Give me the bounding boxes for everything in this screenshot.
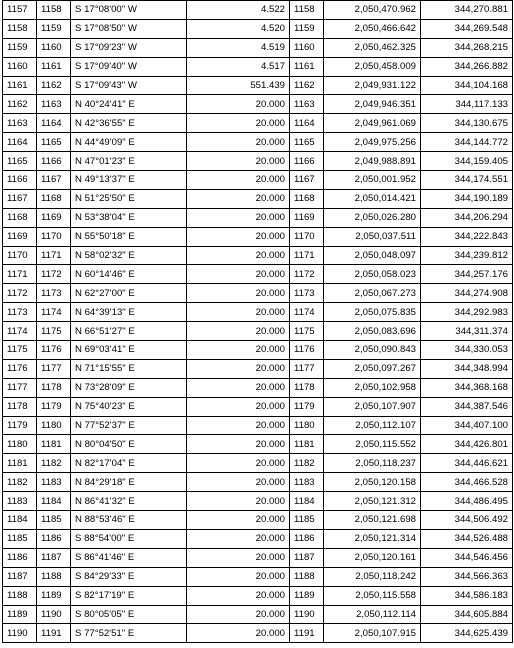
to-station-cell: 1175 [37, 322, 71, 341]
easting-cell: 344,130.675 [421, 114, 513, 133]
point-number-cell: 1173 [290, 284, 324, 303]
from-station-cell: 1176 [3, 359, 37, 378]
to-station-cell: 1187 [37, 548, 71, 567]
table-row [3, 454, 513, 473]
to-station-cell: 1159 [37, 19, 71, 38]
table-row [3, 227, 513, 246]
point-number-cell: 1190 [290, 605, 324, 624]
distance-cell: 20.000 [187, 435, 290, 454]
northing-cell: 2,050,462.325 [324, 38, 421, 57]
table-row [3, 19, 513, 38]
distance-cell: 551.439 [187, 76, 290, 95]
northing-cell: 2,050,470.962 [324, 1, 421, 20]
easting-cell: 344,206.294 [421, 208, 513, 227]
bearing-cell: N 60°14'46" E [71, 265, 187, 284]
distance-cell: 20.000 [187, 529, 290, 548]
easting-cell: 344,239.812 [421, 246, 513, 265]
to-station-cell: 1176 [37, 341, 71, 360]
bearing-cell: S 88°54'00" E [71, 529, 187, 548]
northing-cell: 2,050,067.273 [324, 284, 421, 303]
easting-cell: 344,190.189 [421, 189, 513, 208]
from-station-cell: 1180 [3, 435, 37, 454]
distance-cell: 20.000 [187, 492, 290, 511]
table-row [3, 378, 513, 397]
point-number-cell: 1179 [290, 397, 324, 416]
bearing-cell: N 58°02'32" E [71, 246, 187, 265]
to-station-cell: 1173 [37, 284, 71, 303]
to-station-cell: 1184 [37, 492, 71, 511]
from-station-cell: 1162 [3, 95, 37, 114]
from-station-cell: 1168 [3, 208, 37, 227]
northing-cell: 2,050,058.023 [324, 265, 421, 284]
easting-cell: 344,330.053 [421, 341, 513, 360]
from-station-cell: 1170 [3, 246, 37, 265]
table-row [3, 322, 513, 341]
table-row [3, 397, 513, 416]
from-station-cell: 1182 [3, 473, 37, 492]
to-station-cell: 1167 [37, 171, 71, 190]
easting-cell: 344,586.183 [421, 586, 513, 605]
to-station-cell: 1160 [37, 38, 71, 57]
point-number-cell: 1171 [290, 246, 324, 265]
easting-cell: 344,446.621 [421, 454, 513, 473]
distance-cell: 20.000 [187, 227, 290, 246]
easting-cell: 344,104.168 [421, 76, 513, 95]
from-station-cell: 1172 [3, 284, 37, 303]
easting-cell: 344,605.884 [421, 605, 513, 624]
point-number-cell: 1182 [290, 454, 324, 473]
point-number-cell: 1185 [290, 511, 324, 530]
bearing-cell: N 49°13'37" E [71, 171, 187, 190]
point-number-cell: 1174 [290, 303, 324, 322]
table-row [3, 284, 513, 303]
bearing-cell: S 17°09'43" W [71, 76, 187, 95]
point-number-cell: 1176 [290, 341, 324, 360]
table-row [3, 567, 513, 586]
easting-cell: 344,269.548 [421, 19, 513, 38]
to-station-cell: 1169 [37, 208, 71, 227]
northing-cell: 2,049,931.122 [324, 76, 421, 95]
easting-cell: 344,506.492 [421, 511, 513, 530]
point-number-cell: 1166 [290, 152, 324, 171]
distance-cell: 20.000 [187, 303, 290, 322]
distance-cell: 20.000 [187, 322, 290, 341]
distance-cell: 20.000 [187, 341, 290, 360]
from-station-cell: 1190 [3, 624, 37, 643]
bearing-cell: N 71°15'55" E [71, 359, 187, 378]
from-station-cell: 1181 [3, 454, 37, 473]
to-station-cell: 1179 [37, 397, 71, 416]
point-number-cell: 1162 [290, 76, 324, 95]
distance-cell: 20.000 [187, 548, 290, 567]
distance-cell: 20.000 [187, 265, 290, 284]
northing-cell: 2,050,107.907 [324, 397, 421, 416]
northing-cell: 2,050,090.843 [324, 341, 421, 360]
easting-cell: 344,348.994 [421, 359, 513, 378]
distance-cell: 20.000 [187, 152, 290, 171]
northing-cell: 2,050,107.915 [324, 624, 421, 643]
from-station-cell: 1186 [3, 548, 37, 567]
table-row [3, 359, 513, 378]
from-station-cell: 1161 [3, 76, 37, 95]
table-row [3, 303, 513, 322]
northing-cell: 2,050,115.552 [324, 435, 421, 454]
from-station-cell: 1187 [3, 567, 37, 586]
point-number-cell: 1163 [290, 95, 324, 114]
from-station-cell: 1159 [3, 38, 37, 57]
bearing-cell: N 82°17'04" E [71, 454, 187, 473]
easting-cell: 344,387.546 [421, 397, 513, 416]
bearing-cell: N 86°41'32" E [71, 492, 187, 511]
distance-cell: 20.000 [187, 189, 290, 208]
point-number-cell: 1167 [290, 171, 324, 190]
northing-cell: 2,049,946.351 [324, 95, 421, 114]
northing-cell: 2,050,083.696 [324, 322, 421, 341]
from-station-cell: 1184 [3, 511, 37, 530]
northing-cell: 2,050,466.642 [324, 19, 421, 38]
from-station-cell: 1179 [3, 416, 37, 435]
northing-cell: 2,050,121.312 [324, 492, 421, 511]
table-row [3, 57, 513, 76]
bearing-cell: N 40°24'41" E [71, 95, 187, 114]
to-station-cell: 1182 [37, 454, 71, 473]
bearing-cell: N 55°50'18" E [71, 227, 187, 246]
point-number-cell: 1191 [290, 624, 324, 643]
distance-cell: 20.000 [187, 586, 290, 605]
bearing-cell: S 17°09'40" W [71, 57, 187, 76]
point-number-cell: 1189 [290, 586, 324, 605]
point-number-cell: 1178 [290, 378, 324, 397]
point-number-cell: 1161 [290, 57, 324, 76]
distance-cell: 20.000 [187, 378, 290, 397]
point-number-cell: 1188 [290, 567, 324, 586]
table-row [3, 76, 513, 95]
bearing-cell: N 62°27'00" E [71, 284, 187, 303]
bearing-cell: S 86°41'46" E [71, 548, 187, 567]
northing-cell: 2,050,001.952 [324, 171, 421, 190]
point-number-cell: 1164 [290, 114, 324, 133]
to-station-cell: 1163 [37, 95, 71, 114]
from-station-cell: 1165 [3, 152, 37, 171]
easting-cell: 344,426.801 [421, 435, 513, 454]
easting-cell: 344,311.374 [421, 322, 513, 341]
from-station-cell: 1166 [3, 171, 37, 190]
bearing-cell: N 88°53'46" E [71, 511, 187, 530]
bearing-cell: N 69°03'41" E [71, 341, 187, 360]
northing-cell: 2,049,975.256 [324, 133, 421, 152]
distance-cell: 4.520 [187, 19, 290, 38]
northing-cell: 2,050,118.237 [324, 454, 421, 473]
point-number-cell: 1165 [290, 133, 324, 152]
from-station-cell: 1177 [3, 378, 37, 397]
from-station-cell: 1188 [3, 586, 37, 605]
from-station-cell: 1163 [3, 114, 37, 133]
table-row [3, 208, 513, 227]
table-row [3, 133, 513, 152]
from-station-cell: 1167 [3, 189, 37, 208]
table-row [3, 38, 513, 57]
easting-cell: 344,566.363 [421, 567, 513, 586]
distance-cell: 20.000 [187, 624, 290, 643]
table-row [3, 341, 513, 360]
distance-cell: 20.000 [187, 605, 290, 624]
from-station-cell: 1178 [3, 397, 37, 416]
to-station-cell: 1171 [37, 246, 71, 265]
easting-cell: 344,368.168 [421, 378, 513, 397]
distance-cell: 20.000 [187, 208, 290, 227]
bearing-cell: S 17°09'23" W [71, 38, 187, 57]
table-row [3, 114, 513, 133]
to-station-cell: 1178 [37, 378, 71, 397]
easting-cell: 344,268.215 [421, 38, 513, 57]
table-row [3, 511, 513, 530]
bearing-cell: S 17°08'50" W [71, 19, 187, 38]
point-number-cell: 1168 [290, 189, 324, 208]
northing-cell: 2,050,121.698 [324, 511, 421, 530]
bearing-cell: N 47°01'23" E [71, 152, 187, 171]
easting-cell: 344,159.405 [421, 152, 513, 171]
point-number-cell: 1177 [290, 359, 324, 378]
from-station-cell: 1183 [3, 492, 37, 511]
table-row [3, 246, 513, 265]
easting-cell: 344,486.495 [421, 492, 513, 511]
point-number-cell: 1186 [290, 529, 324, 548]
bearing-cell: N 44°49'09" E [71, 133, 187, 152]
bearing-cell: S 77°52'51" E [71, 624, 187, 643]
to-station-cell: 1158 [37, 1, 71, 20]
distance-cell: 20.000 [187, 397, 290, 416]
easting-cell: 344,174.551 [421, 171, 513, 190]
easting-cell: 344,222.843 [421, 227, 513, 246]
northing-cell: 2,050,112.107 [324, 416, 421, 435]
distance-cell: 20.000 [187, 454, 290, 473]
point-number-cell: 1172 [290, 265, 324, 284]
from-station-cell: 1175 [3, 341, 37, 360]
table-row [3, 473, 513, 492]
coordinate-table-body [3, 1, 513, 643]
northing-cell: 2,049,961.069 [324, 114, 421, 133]
bearing-cell: N 66°51'27" E [71, 322, 187, 341]
table-row [3, 492, 513, 511]
point-number-cell: 1170 [290, 227, 324, 246]
to-station-cell: 1168 [37, 189, 71, 208]
to-station-cell: 1161 [37, 57, 71, 76]
point-number-cell: 1160 [290, 38, 324, 57]
easting-cell: 344,466.528 [421, 473, 513, 492]
table-row [3, 529, 513, 548]
to-station-cell: 1172 [37, 265, 71, 284]
northing-cell: 2,050,458.009 [324, 57, 421, 76]
easting-cell: 344,257.176 [421, 265, 513, 284]
northing-cell: 2,050,075.835 [324, 303, 421, 322]
distance-cell: 20.000 [187, 95, 290, 114]
table-row [3, 605, 513, 624]
distance-cell: 20.000 [187, 567, 290, 586]
easting-cell: 344,407.100 [421, 416, 513, 435]
bearing-cell: S 80°05'05" E [71, 605, 187, 624]
bearing-cell: N 80°04'50" E [71, 435, 187, 454]
distance-cell: 4.517 [187, 57, 290, 76]
bearing-cell: N 53°38'04" E [71, 208, 187, 227]
to-station-cell: 1183 [37, 473, 71, 492]
to-station-cell: 1177 [37, 359, 71, 378]
from-station-cell: 1160 [3, 57, 37, 76]
distance-cell: 20.000 [187, 359, 290, 378]
northing-cell: 2,050,014.421 [324, 189, 421, 208]
to-station-cell: 1191 [37, 624, 71, 643]
table-row [3, 1, 513, 20]
easting-cell: 344,292.983 [421, 303, 513, 322]
northing-cell: 2,050,120.161 [324, 548, 421, 567]
table-row [3, 548, 513, 567]
easting-cell: 344,625.439 [421, 624, 513, 643]
coordinate-table [2, 0, 513, 643]
point-number-cell: 1187 [290, 548, 324, 567]
to-station-cell: 1181 [37, 435, 71, 454]
table-row [3, 95, 513, 114]
distance-cell: 20.000 [187, 171, 290, 190]
northing-cell: 2,050,097.267 [324, 359, 421, 378]
easting-cell: 344,266.882 [421, 57, 513, 76]
point-number-cell: 1180 [290, 416, 324, 435]
point-number-cell: 1181 [290, 435, 324, 454]
to-station-cell: 1165 [37, 133, 71, 152]
table-row [3, 586, 513, 605]
bearing-cell: N 84°29'18" E [71, 473, 187, 492]
point-number-cell: 1169 [290, 208, 324, 227]
to-station-cell: 1164 [37, 114, 71, 133]
to-station-cell: 1170 [37, 227, 71, 246]
bearing-cell: S 17°08'00" W [71, 1, 187, 20]
to-station-cell: 1174 [37, 303, 71, 322]
table-row [3, 435, 513, 454]
to-station-cell: 1186 [37, 529, 71, 548]
northing-cell: 2,050,121.314 [324, 529, 421, 548]
to-station-cell: 1166 [37, 152, 71, 171]
to-station-cell: 1185 [37, 511, 71, 530]
distance-cell: 20.000 [187, 511, 290, 530]
northing-cell: 2,050,037.511 [324, 227, 421, 246]
northing-cell: 2,050,118.242 [324, 567, 421, 586]
table-row [3, 416, 513, 435]
from-station-cell: 1171 [3, 265, 37, 284]
northing-cell: 2,050,112.114 [324, 605, 421, 624]
easting-cell: 344,270.881 [421, 1, 513, 20]
northing-cell: 2,050,026.280 [324, 208, 421, 227]
distance-cell: 4.519 [187, 38, 290, 57]
distance-cell: 20.000 [187, 284, 290, 303]
from-station-cell: 1174 [3, 322, 37, 341]
northing-cell: 2,050,102.958 [324, 378, 421, 397]
northing-cell: 2,049,988.891 [324, 152, 421, 171]
to-station-cell: 1189 [37, 586, 71, 605]
point-number-cell: 1184 [290, 492, 324, 511]
northing-cell: 2,050,048.097 [324, 246, 421, 265]
point-number-cell: 1159 [290, 19, 324, 38]
easting-cell: 344,117.133 [421, 95, 513, 114]
distance-cell: 4.522 [187, 1, 290, 20]
from-station-cell: 1157 [3, 1, 37, 20]
from-station-cell: 1158 [3, 19, 37, 38]
northing-cell: 2,050,115.558 [324, 586, 421, 605]
table-row [3, 265, 513, 284]
easting-cell: 344,144.772 [421, 133, 513, 152]
to-station-cell: 1162 [37, 76, 71, 95]
point-number-cell: 1158 [290, 1, 324, 20]
bearing-cell: N 77°52'37" E [71, 416, 187, 435]
to-station-cell: 1180 [37, 416, 71, 435]
bearing-cell: N 51°25'50" E [71, 189, 187, 208]
northing-cell: 2,050,120.158 [324, 473, 421, 492]
table-row [3, 189, 513, 208]
bearing-cell: S 84°29'33" E [71, 567, 187, 586]
from-station-cell: 1164 [3, 133, 37, 152]
table-row [3, 171, 513, 190]
bearing-cell: N 75°40'23" E [71, 397, 187, 416]
distance-cell: 20.000 [187, 246, 290, 265]
from-station-cell: 1173 [3, 303, 37, 322]
easting-cell: 344,546.456 [421, 548, 513, 567]
to-station-cell: 1188 [37, 567, 71, 586]
easting-cell: 344,526.488 [421, 529, 513, 548]
bearing-cell: N 73°28'09" E [71, 378, 187, 397]
bearing-cell: N 42°36'55" E [71, 114, 187, 133]
distance-cell: 20.000 [187, 114, 290, 133]
distance-cell: 20.000 [187, 416, 290, 435]
bearing-cell: N 64°39'13" E [71, 303, 187, 322]
distance-cell: 20.000 [187, 473, 290, 492]
from-station-cell: 1185 [3, 529, 37, 548]
to-station-cell: 1190 [37, 605, 71, 624]
table-row [3, 152, 513, 171]
distance-cell: 20.000 [187, 133, 290, 152]
point-number-cell: 1175 [290, 322, 324, 341]
from-station-cell: 1169 [3, 227, 37, 246]
bearing-cell: S 82°17'19" E [71, 586, 187, 605]
from-station-cell: 1189 [3, 605, 37, 624]
point-number-cell: 1183 [290, 473, 324, 492]
easting-cell: 344,274.908 [421, 284, 513, 303]
table-row [3, 624, 513, 643]
